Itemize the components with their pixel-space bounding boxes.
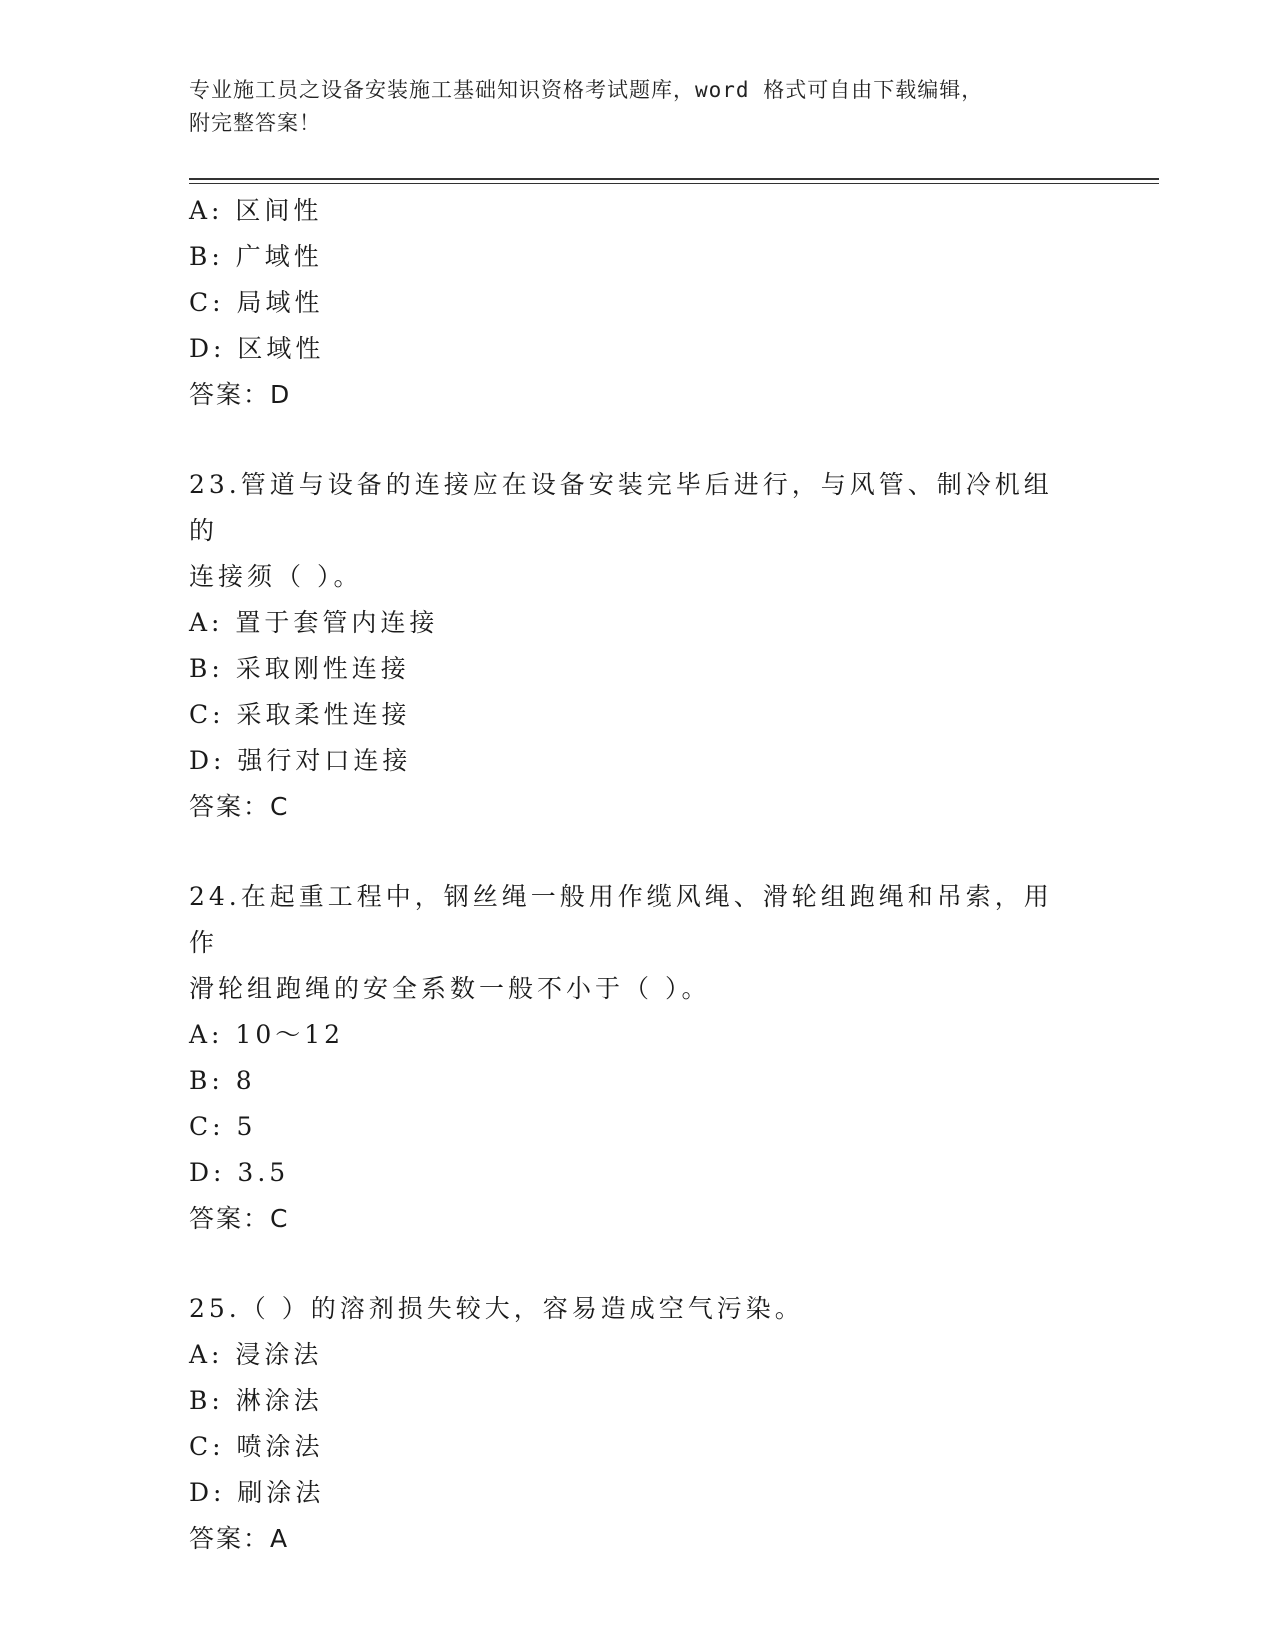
question-text-line-2: 连接须（ ）。 xyxy=(189,562,363,591)
header-divider xyxy=(189,178,1159,184)
question-text-line-1: 25.（ ）的溶剂损失较大，容易造成空气污染。 xyxy=(189,1294,804,1323)
question-24 xyxy=(189,874,1089,1242)
question-list xyxy=(189,188,1089,1562)
answer-line: 答案：A xyxy=(189,1524,290,1553)
option-a: A: 浸涂法 xyxy=(189,1340,323,1369)
answer-line: 答案：D xyxy=(189,380,292,409)
option-d: D: 刷涂法 xyxy=(189,1478,325,1507)
option-c: C: 喷涂法 xyxy=(189,1432,324,1461)
question-text xyxy=(189,462,1069,600)
option-b: B: 广域性 xyxy=(189,242,323,271)
question-text-line-1: 24.在起重工程中，钢丝绳一般用作缆风绳、滑轮组跑绳和吊索，用作 xyxy=(189,882,1053,957)
document-header xyxy=(189,74,1089,140)
question-text xyxy=(189,1286,1069,1332)
question-text xyxy=(189,874,1069,1012)
option-d: D: 强行对口连接 xyxy=(189,746,412,775)
answer-line: 答案：C xyxy=(189,792,290,821)
header-title-line-1: 专业施工员之设备安装施工基础知识资格考试题库，word 格式可自由下载编辑， xyxy=(189,78,984,102)
question-text-line-1: 23.管道与设备的连接应在设备安装完毕后进行，与风管、制冷机组的 xyxy=(189,470,1053,545)
question-22-continued xyxy=(189,188,1089,418)
option-a: A: 置于套管内连接 xyxy=(189,608,439,637)
option-d: D: 3.5 xyxy=(189,1158,290,1187)
header-title-line-2: 附完整答案！ xyxy=(189,111,321,135)
question-23 xyxy=(189,462,1089,830)
question-25 xyxy=(189,1286,1089,1562)
option-c: C: 局域性 xyxy=(189,288,324,317)
option-c: C: 5 xyxy=(189,1112,257,1141)
answer-line: 答案：C xyxy=(189,1204,290,1233)
option-b: B: 8 xyxy=(189,1066,256,1095)
question-text-line-2: 滑轮组跑绳的安全系数一般不小于（ ）。 xyxy=(189,974,711,1003)
option-b: B: 采取刚性连接 xyxy=(189,654,410,683)
option-a: A: 10～12 xyxy=(189,1020,345,1049)
option-b: B: 淋涂法 xyxy=(189,1386,323,1415)
option-c: C: 采取柔性连接 xyxy=(189,700,411,729)
option-a: A: 区间性 xyxy=(189,196,323,225)
option-d: D: 区域性 xyxy=(189,334,325,363)
